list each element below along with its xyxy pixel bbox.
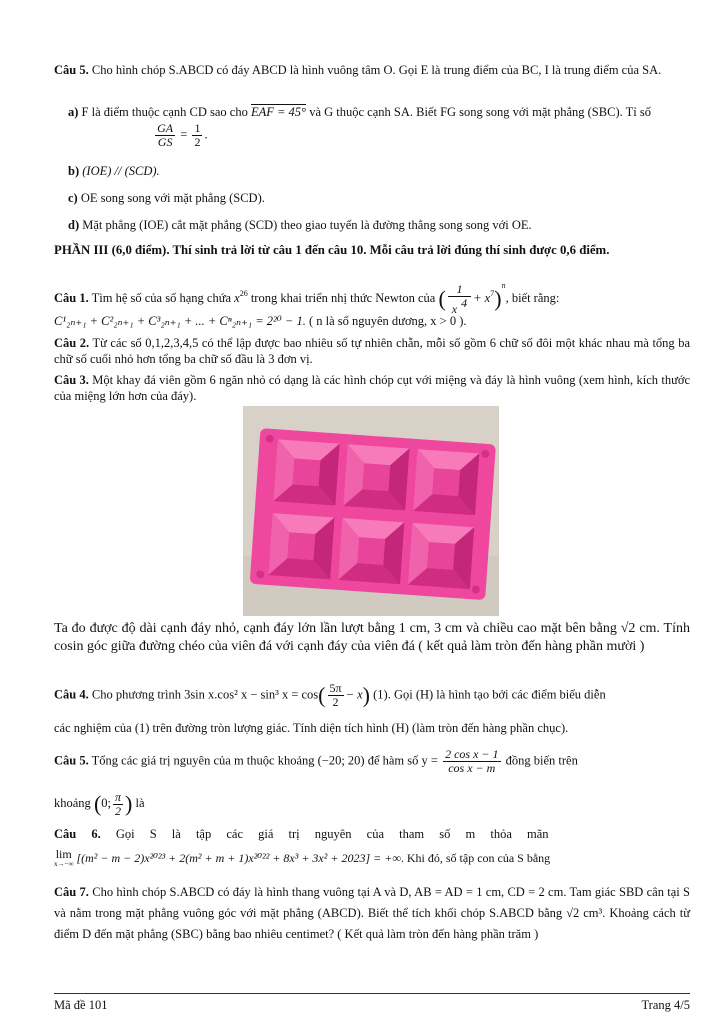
cavity (343, 444, 409, 510)
expr-power: n (501, 281, 506, 290)
question-text: − x (345, 687, 363, 702)
ratio-value-num: 1 (194, 121, 201, 135)
expr-fraction (448, 283, 471, 316)
question-3-body (54, 620, 690, 656)
option-c (68, 190, 704, 206)
function-fraction (443, 748, 500, 775)
question-text: Cho phương trình 3sin x.cos² x − sin³ x = cos (91, 687, 319, 702)
question-text: Một khay đá viên gồm 6 ngăn nhỏ có dạng là các hình chóp cụt với miệng và đáy là hình vuông (xem hình, kích thước của miệng lớn hơn của đáy). (54, 373, 691, 403)
question-1: Câu 1. Tìm hệ số của số hạng chứa $x^{26}$ trong khai triển nhị thức Newton của ( $\frac{1}{x 4}$ + $x^7)^n$, biết rằng: (54, 281, 560, 316)
option-text: Mặt phẳng (IOE) cắt mặt phẳng (SCD) theo giao tuyến là đường thẳng song song với OE. (82, 218, 532, 232)
expr-den-exp: 4 (461, 295, 468, 310)
question-text: Gọi S là tập các giá trị nguyên của tham số m thỏa mãn (115, 827, 549, 841)
question-label: Câu 4. (54, 687, 89, 702)
question-text: Cho hình chóp S.ABCD có đáy là hình thang vuông tại A và D, AB = AD = 1 cm, CD = 2 cm. Tam giác SBD cân tại S và nằm trong mặt phẳng vuông góc với mặt phẳng (ABCD). Biết thể tích khối chóp S.ABCD bằng √2 cm³. Khoảng cách từ điểm D đến mặt phẳng (SBC) bằng bao nhiêu centimet? ( Kết quả làm tròn đến hàng phần trăm ) (54, 885, 691, 941)
interval-fraction (113, 791, 123, 818)
question-5-tf (54, 62, 690, 78)
question-1-condition (54, 313, 690, 329)
question-7 (54, 882, 690, 945)
cavity (273, 439, 339, 505)
term-exp: 26 (239, 289, 248, 298)
option-a-ratio: $\frac{GA}{GS}$ = $\frac{1}{2}$ . (157, 121, 208, 149)
option-d (68, 217, 690, 233)
ice-tray (250, 428, 496, 600)
question-4: Câu 4. Cho phương trình 3sin x.cos² x − sin³ x = cos( $\frac{5\pi}{2}$ − x) (1). Gọi (H) là hình tạo bởi các điểm biểu diễn (54, 681, 606, 709)
part-3-heading: PHẦN III (6,0 điểm). Thí sinh trả lời từ câu 1 đến câu 10. Mỗi câu trả lời đúng thí sinh được 0,6 điểm. (54, 243, 610, 257)
angle-fraction (328, 682, 344, 709)
question-text: Từ các số 0,1,2,3,4,5 có thể lập được bao nhiêu số tự nhiên chẵn, mỗi số gồm 6 chữ số đôi một khác nhau mà tổng ba chữ số cuối nhỏ hơn tổng ba chữ số đầu là 3 đơn vị. (54, 336, 690, 366)
question-text: cm. Tính cosin góc giữa đường chéo của viên đá với cạnh đáy của viên đá ( kết quả làm tròn đến hàng phần mười ) (54, 621, 690, 654)
question-text: là (135, 796, 145, 810)
angle-expr: EAF = 45° (250, 105, 307, 119)
cavity (408, 523, 474, 589)
footer-divider (54, 993, 690, 994)
option-a (68, 104, 690, 120)
question-label: Câu 3. (54, 373, 89, 387)
question-2 (54, 335, 690, 367)
option-label: b) (68, 164, 80, 178)
option-text: F là điểm thuộc cạnh CD sao cho (81, 105, 248, 119)
question-text: Tìm hệ số của số hạng chứa (91, 291, 232, 305)
root-two: √2 (620, 621, 636, 636)
cavity (338, 518, 404, 584)
lim-sub: x→−∞ (54, 860, 74, 869)
question-text: . Khi đó, số tập con của S bằng (400, 851, 551, 865)
ratio-value-den: 2 (194, 135, 201, 149)
expr-plus: + x (473, 291, 491, 305)
question-5 (54, 748, 690, 775)
question-5-cont: khoảng (0; $\frac{\pi}{2}$ ) là (54, 789, 145, 818)
page-number: Trang 4/5 (641, 998, 690, 1012)
ratio-den: GS (157, 135, 173, 149)
frac-den: 2 (332, 695, 339, 709)
interval-num: π (115, 789, 122, 804)
question-label: Câu 2. (54, 336, 90, 350)
ice-tray-photo (243, 406, 499, 616)
func-num: 2 cos x − 1 (445, 747, 499, 761)
question-text: đồng biến trên (505, 753, 578, 768)
ratio-fraction (155, 122, 175, 149)
question-label: Câu 5. (54, 753, 89, 768)
exam-code: Mã đề 101 (54, 998, 108, 1012)
option-label: d) (68, 218, 80, 232)
expr-plus-exp: 7 (490, 289, 495, 298)
ratio-value (192, 122, 202, 149)
note: ( n là số nguyên dương, x > 0 ). (308, 314, 467, 328)
question-4-cont (54, 720, 690, 736)
interval-den: 2 (115, 803, 121, 818)
expr-den: x (451, 301, 458, 316)
question-3 (54, 372, 690, 404)
question-label: Câu 6. (54, 827, 101, 841)
question-label: Câu 5. (54, 63, 89, 77)
lim-word: lim (55, 847, 72, 862)
question-text: các nghiệm của (1) trên đường tròn lượng giác. Tính diện tích hình (H) (làm tròn đến hàng phần chục). (54, 721, 569, 735)
term: x (234, 291, 240, 305)
question-text: (1). Gọi (H) là hình tạo bởi các điểm biểu diễn (373, 687, 606, 702)
cavity (413, 449, 479, 515)
cavity (268, 513, 334, 579)
option-text: (IOE) // (SCD). (82, 164, 160, 178)
question-text: Tổng các giá trị nguyên của m thuộc khoảng (−20; 20) để hàm số y = (91, 753, 438, 768)
option-text: và G thuộc cạnh SA. Biết FG song song với mặt phẳng (SBC). Tỉ số (309, 105, 651, 119)
question-text: , biết rằng: (505, 291, 560, 305)
option-text: OE song song với mặt phẳng (SCD). (80, 191, 265, 205)
question-6-limit (54, 848, 690, 869)
ratio-num: GA (157, 121, 174, 135)
option-label: a) (68, 105, 79, 119)
question-text: trong khai triển nhị thức Newton của (250, 291, 436, 305)
question-text: Cho hình chóp S.ABCD có đáy ABCD là hình vuông tâm O. Gọi E là trung điểm của BC, I là trung điểm của SA. (91, 63, 662, 77)
expr-num: 1 (448, 283, 471, 297)
question-text: Ta đo được độ dài cạnh đáy nhỏ, cạnh đáy lớn lần lượt bằng 1 cm, 3 cm và chiều cao mặt bên bằng (54, 621, 617, 636)
frac-num: 5π (329, 681, 342, 695)
limit-expression: [(m² − m − 2)x²⁰²³ + 2(m² + m + 1)x²⁰²² + 8x³ + 3x² + 2023] = +∞ (76, 851, 401, 865)
sum-expr: C¹₂ₙ₊₁ + C²₂ₙ₊₁ + C³₂ₙ₊₁ + ... + Cⁿ₂ₙ₊₁ = 2²⁰ − 1. (54, 314, 306, 328)
question-6 (54, 826, 690, 842)
question-label: Câu 7. (54, 885, 89, 899)
option-b (68, 163, 704, 179)
interval-start: 0; (101, 796, 111, 810)
func-den: cos x − m (448, 761, 496, 775)
question-text: khoảng (54, 796, 91, 810)
option-label: c) (68, 191, 78, 205)
question-label: Câu 1. (54, 291, 89, 305)
